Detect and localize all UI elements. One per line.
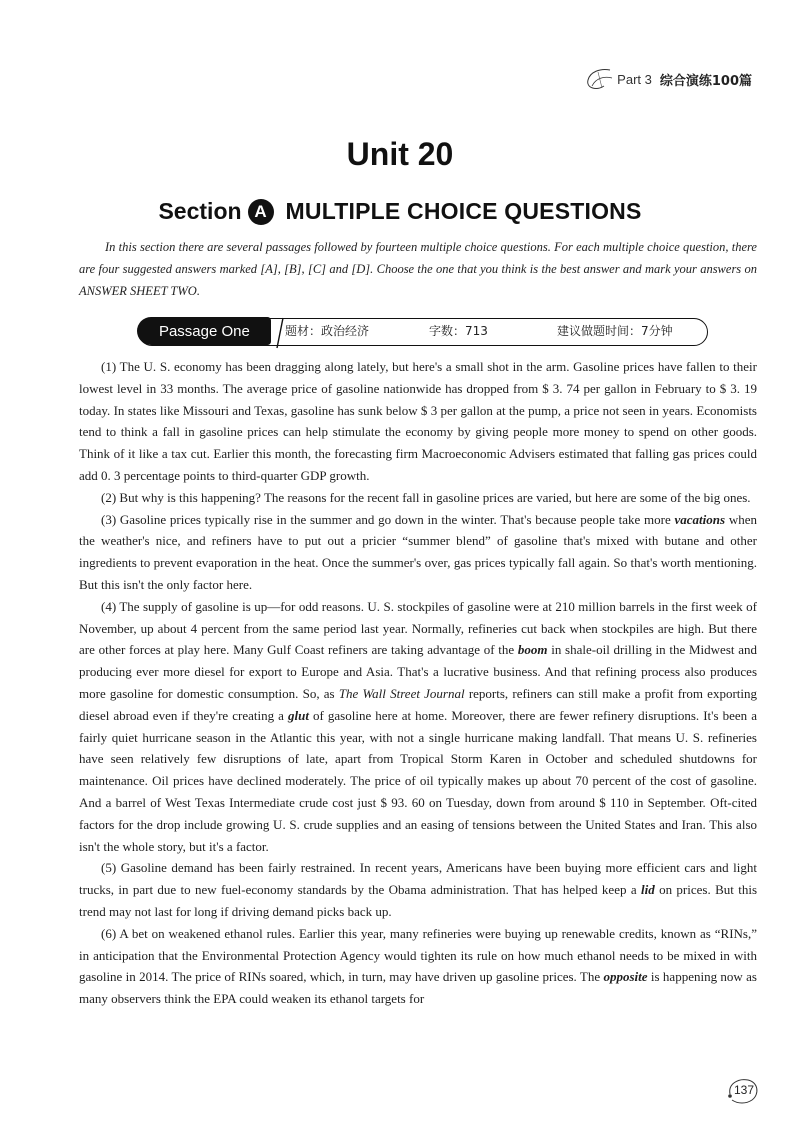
section-heading: MULTIPLE CHOICE QUESTIONS: [285, 198, 642, 224]
paragraph-4-text: in shale-oil drilling in the Midwest and producing ever more diesel for export to Europe and Asia. That's a lucrative business. And that refining process also produces more gasoline for domestic consumption. So, as: [79, 642, 757, 701]
passage-label: Passage One: [137, 317, 271, 345]
paragraph-5: [79, 857, 757, 922]
section-word: Section: [158, 198, 242, 224]
section-instructions: In this section there are several passages followed by fourteen multiple choice questions. For each multiple choice question, there are four suggested answers marked [A], [B], [C] and [D]. Choose the one that you think is the best answer and mark your answers on ANSWER SHEET TWO.: [79, 240, 757, 298]
page-number: [724, 1076, 762, 1106]
passage-word-count: 字数：713: [429, 324, 488, 338]
paragraph-5-text: on prices. But this trend may not last for long if driving demand picks back up.: [79, 882, 758, 919]
running-header: [580, 66, 752, 92]
slash-divider-icon: [275, 317, 285, 349]
unit-title: Unit 20: [346, 136, 454, 172]
keyword-lid: lid: [640, 882, 655, 898]
paragraph-3-text: when the weather's nice, and refiners have to put out a pricier “summer blend” of gasoline that's mixed with butane and other ingredients to prevent evaporation in the heat. Once the summer's over, gas prices typically fall again. So that's worth mentioning. But this isn't the only factor here.: [79, 511, 757, 592]
paragraph-4: [79, 596, 757, 858]
paragraph-3-text: (3) Gasoline prices typically rise in the summer and go down in the winter. That's because people take more: [101, 511, 675, 527]
paragraph-3: [79, 509, 757, 596]
paragraph-1: (1) The U. S. economy has been dragging along lately, but here's a small shot in the arm. Gasoline prices have fallen to their lowest level in 33 months. The average price of gasoline nationwide has dropped from $ 3. 74 per gallon in February to $ 3. 19 today. In states like Missouri and Texas, gasoline has sunk below $ 3 per gallon at the pump, a price not seen in years. Economists tend to think a fall in gasoline prices can help stimulate the economy by giving people more money to spend on other goods. Think of it like a tax cut. Earlier this month, the forecasting firm Macroeconomic Advisers estimated that falling gas prices could add 0. 3 percentage points to third-quarter GDP growth.: [79, 359, 757, 483]
paragraph-4-text: of gasoline here at home. Moreover, there are fewer refinery disruptions. It's been a fairly quiet hurricane season in the Atlantic this year, with not a single hurricane making landfall. That means U. S. refineries have seen relatively few disruptions of late, apart from Tropical Storm Karen in October and scheduled shutdowns for maintenance. Oil prices have declined moderately. The price of oil typically makes up about 70 percent of the cost of gasoline. And a barrel of West Texas Intermediate crude cost just $ 93. 60 on Tuesday, down from around $ 110 in September. Oft-cited factors for the drop include growing U. S. crude supplies and an easing of tensions between the United States and Iran. This also isn't the whole story, but it's a factor.: [79, 707, 757, 854]
paragraph-4-text: reports, refiners can still make a profit from exporting diesel abroad even if they're creating a: [79, 685, 757, 723]
keyword-boom: boom: [517, 642, 548, 658]
section-title: [0, 198, 800, 225]
passage-info-bar: [138, 318, 708, 346]
keyword-vacations: vacations: [674, 511, 726, 527]
paragraph-5-text: (5) Gasoline demand has been fairly restrained. In recent years, Americans have been buying more efficient cars and light trucks, in part due to new fuel-economy standards by the Obama administration. That has helped keep a: [79, 860, 757, 898]
swirl-ornament-icon: [580, 66, 616, 92]
passage-topic: 题材：政治经济: [285, 324, 370, 338]
paragraph-6-text: (6) A bet on weakened ethanol rules. Earlier this year, many refineries were buying up renewable credits, known as “RINs,” in anticipation that the Environmental Protection Agency would tighten its rule on how much ethanol needs to be mixed in with gasoline in 2014. The price of RINs soared, which, in turn, may have driven up gasoline prices. The: [79, 925, 757, 985]
passage-suggested-time: 建议做题时间：7分钟: [557, 324, 673, 338]
paragraph-6-text: is happening now as many observers think the EPA could weaken its ethanol targets for: [79, 969, 757, 1007]
keyword-opposite: opposite: [603, 969, 648, 985]
paragraph-4-text: (4) The supply of gasoline is up—for odd reasons. U. S. stockpiles of gasoline were at 210 million barrels in the first week of November, up about 4 percent from the same period last year. Normally, refineries cut back when stockpiles are high. But there are other forces at play here. Many Gulf Coast refiners are taking advantage of the: [79, 598, 757, 658]
series-title: 综合演练100篇: [659, 73, 752, 89]
keyword-glut: glut: [288, 707, 309, 723]
paragraph-6: [79, 923, 757, 1010]
section-letter-badge: A: [248, 199, 274, 225]
page-number-text: 137: [734, 1083, 755, 1097]
part-label: Part 3: [617, 71, 652, 87]
passage-body: [79, 356, 757, 1010]
paragraph-2: (2) But why is this happening? The reasons for the recent fall in gasoline prices are varied, but here are some of the big ones.: [101, 489, 751, 505]
publication-name: The Wall Street Journal: [338, 685, 465, 701]
